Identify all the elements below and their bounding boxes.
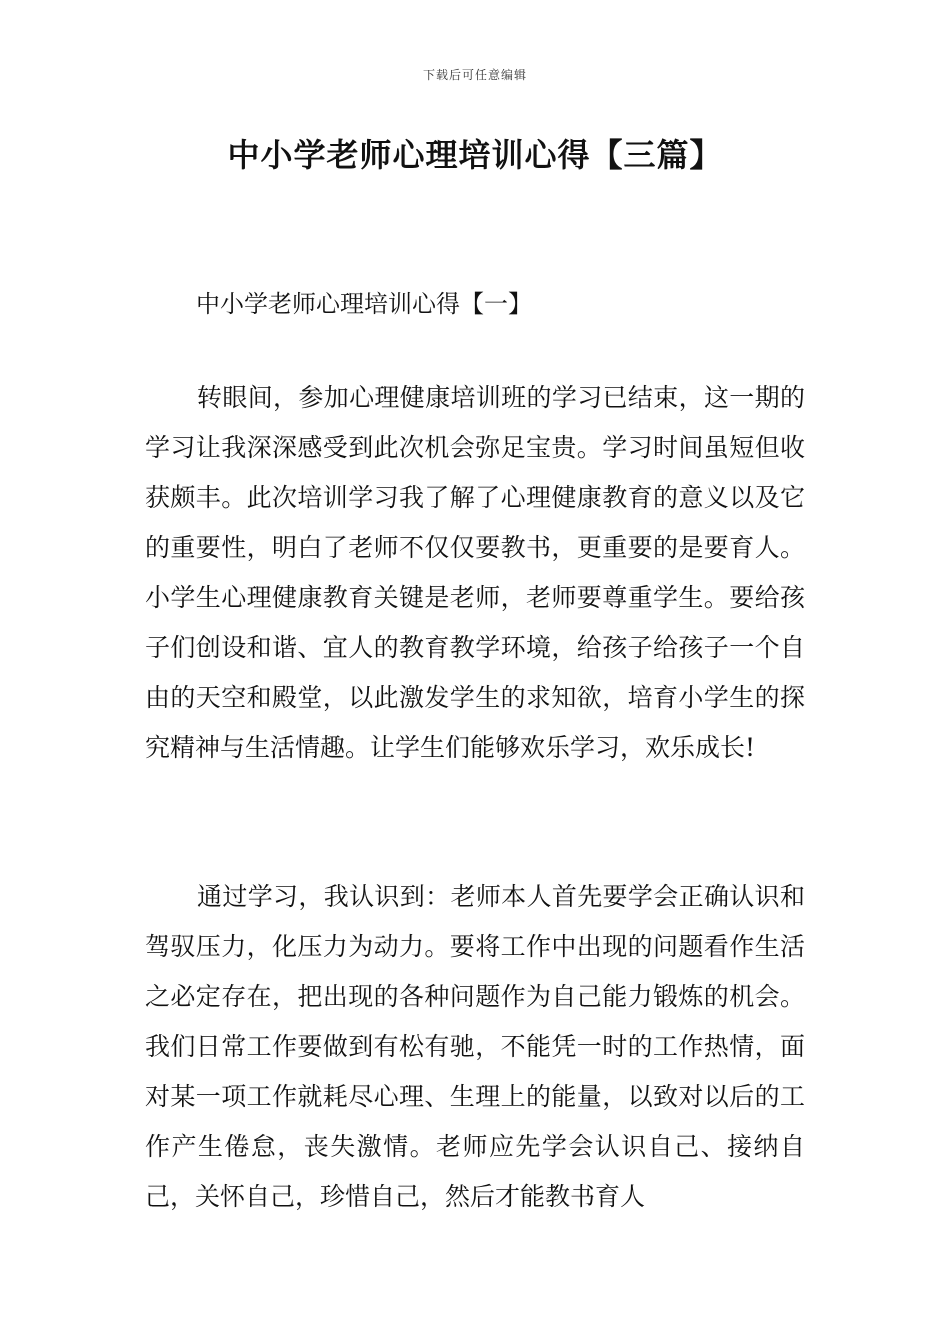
section-heading: 中小学老师心理培训心得【一】 xyxy=(196,290,532,318)
header-note: 下载后可任意编辑 xyxy=(422,68,527,82)
document-title: 中小学老师心理培训心得【三篇】 xyxy=(227,136,723,174)
body-paragraph-1: 转眼间，参加心理健康培训班的学习已结束，这一期的学习让我深深感受到此次机会弥足宝贵。学习时间虽短但收获颇丰。此次培训学习我了解了心理健康教育的意义以及它的重要性，明白了老师不仅仅要教书，更重要的是要育人。小学生心理健康教育关键是老师，老师要尊重学生。要给孩子们创设和谐、宜人的教育教学环境，给孩子给孩子一个自由的天空和殿堂，以此激发学生的求知欲，培育小学生的探究精神与生活情趣。让学生们能够欢乐学习，欢乐成长! xyxy=(145,383,805,762)
body-paragraph-2: 通过学习，我认识到：老师本人首先要学会正确认识和驾驭压力，化压力为动力。要将工作中出现的问题看作生活之必定存在，把出现的各种问题作为自己能力锻炼的机会。我们日常工作要做到有松有驰，不能凭一时的工作热情，面对某一项工作就耗尽心理、生理上的能量，以致对以后的工作产生倦怠，丧失激情。老师应先学会认识自己、接纳自己，关怀自己，珍惜自己，然后才能教书育人 xyxy=(145,882,805,1211)
